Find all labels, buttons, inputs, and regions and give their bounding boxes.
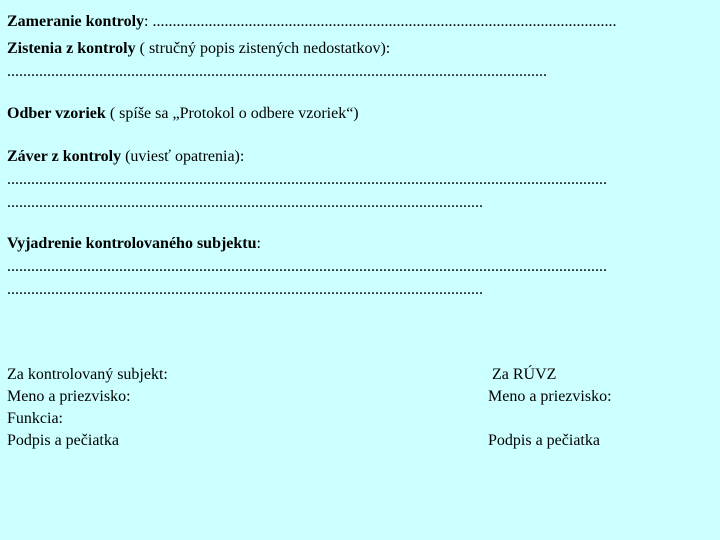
zameranie-dots: .................................................................................................................... xyxy=(152,13,617,30)
odber-label: Odber vzoriek xyxy=(7,105,106,122)
zameranie-line xyxy=(7,12,616,32)
vyjadrenie-dots-1: ...................................................................................................................................................... xyxy=(7,258,607,275)
vyjadrenie-separator: : xyxy=(256,235,261,252)
right-signature-block xyxy=(488,364,612,452)
zaver-label: Záver z kontroly xyxy=(7,148,122,165)
zaver-dots-2: ....................................................................................................................... xyxy=(7,194,483,211)
right-sign-name: Meno a priezvisko: xyxy=(488,388,612,405)
left-sign-function: Funkcia: xyxy=(7,410,63,427)
zameranie-label: Zameranie kontroly xyxy=(7,13,145,30)
zistenia-description: ( stručný popis zistených nedostatkov): xyxy=(135,40,391,57)
right-sign-spacer xyxy=(488,408,612,430)
right-sign-signature: Podpis a pečiatka xyxy=(488,432,600,449)
left-sign-heading: Za kontrolovaný subjekt: xyxy=(7,366,168,383)
zameranie-separator: : xyxy=(144,13,153,30)
odber-description: ( spíše sa „Protokol o odbere vzoriek“) xyxy=(105,105,359,122)
right-sign-heading: Za RÚVZ xyxy=(488,366,557,383)
left-sign-signature: Podpis a pečiatka xyxy=(7,432,119,449)
vyjadrenie-label: Vyjadrenie kontrolovaného subjektu xyxy=(7,235,257,252)
left-signature-block xyxy=(7,364,168,452)
odber-line xyxy=(7,104,359,124)
zaver-line xyxy=(7,147,244,167)
zistenia-line xyxy=(7,39,390,59)
vyjadrenie-line xyxy=(7,234,261,254)
vyjadrenie-dots-2: ....................................................................................................................... xyxy=(7,281,483,298)
left-sign-name: Meno a priezvisko: xyxy=(7,388,131,405)
zaver-dots-1: ...................................................................................................................................................... xyxy=(7,171,607,188)
zistenia-label: Zistenia z kontroly xyxy=(7,40,136,57)
zistenia-dots: ....................................................................................................................................... xyxy=(7,63,547,80)
zaver-description: (uviesť opatrenia): xyxy=(121,148,245,165)
